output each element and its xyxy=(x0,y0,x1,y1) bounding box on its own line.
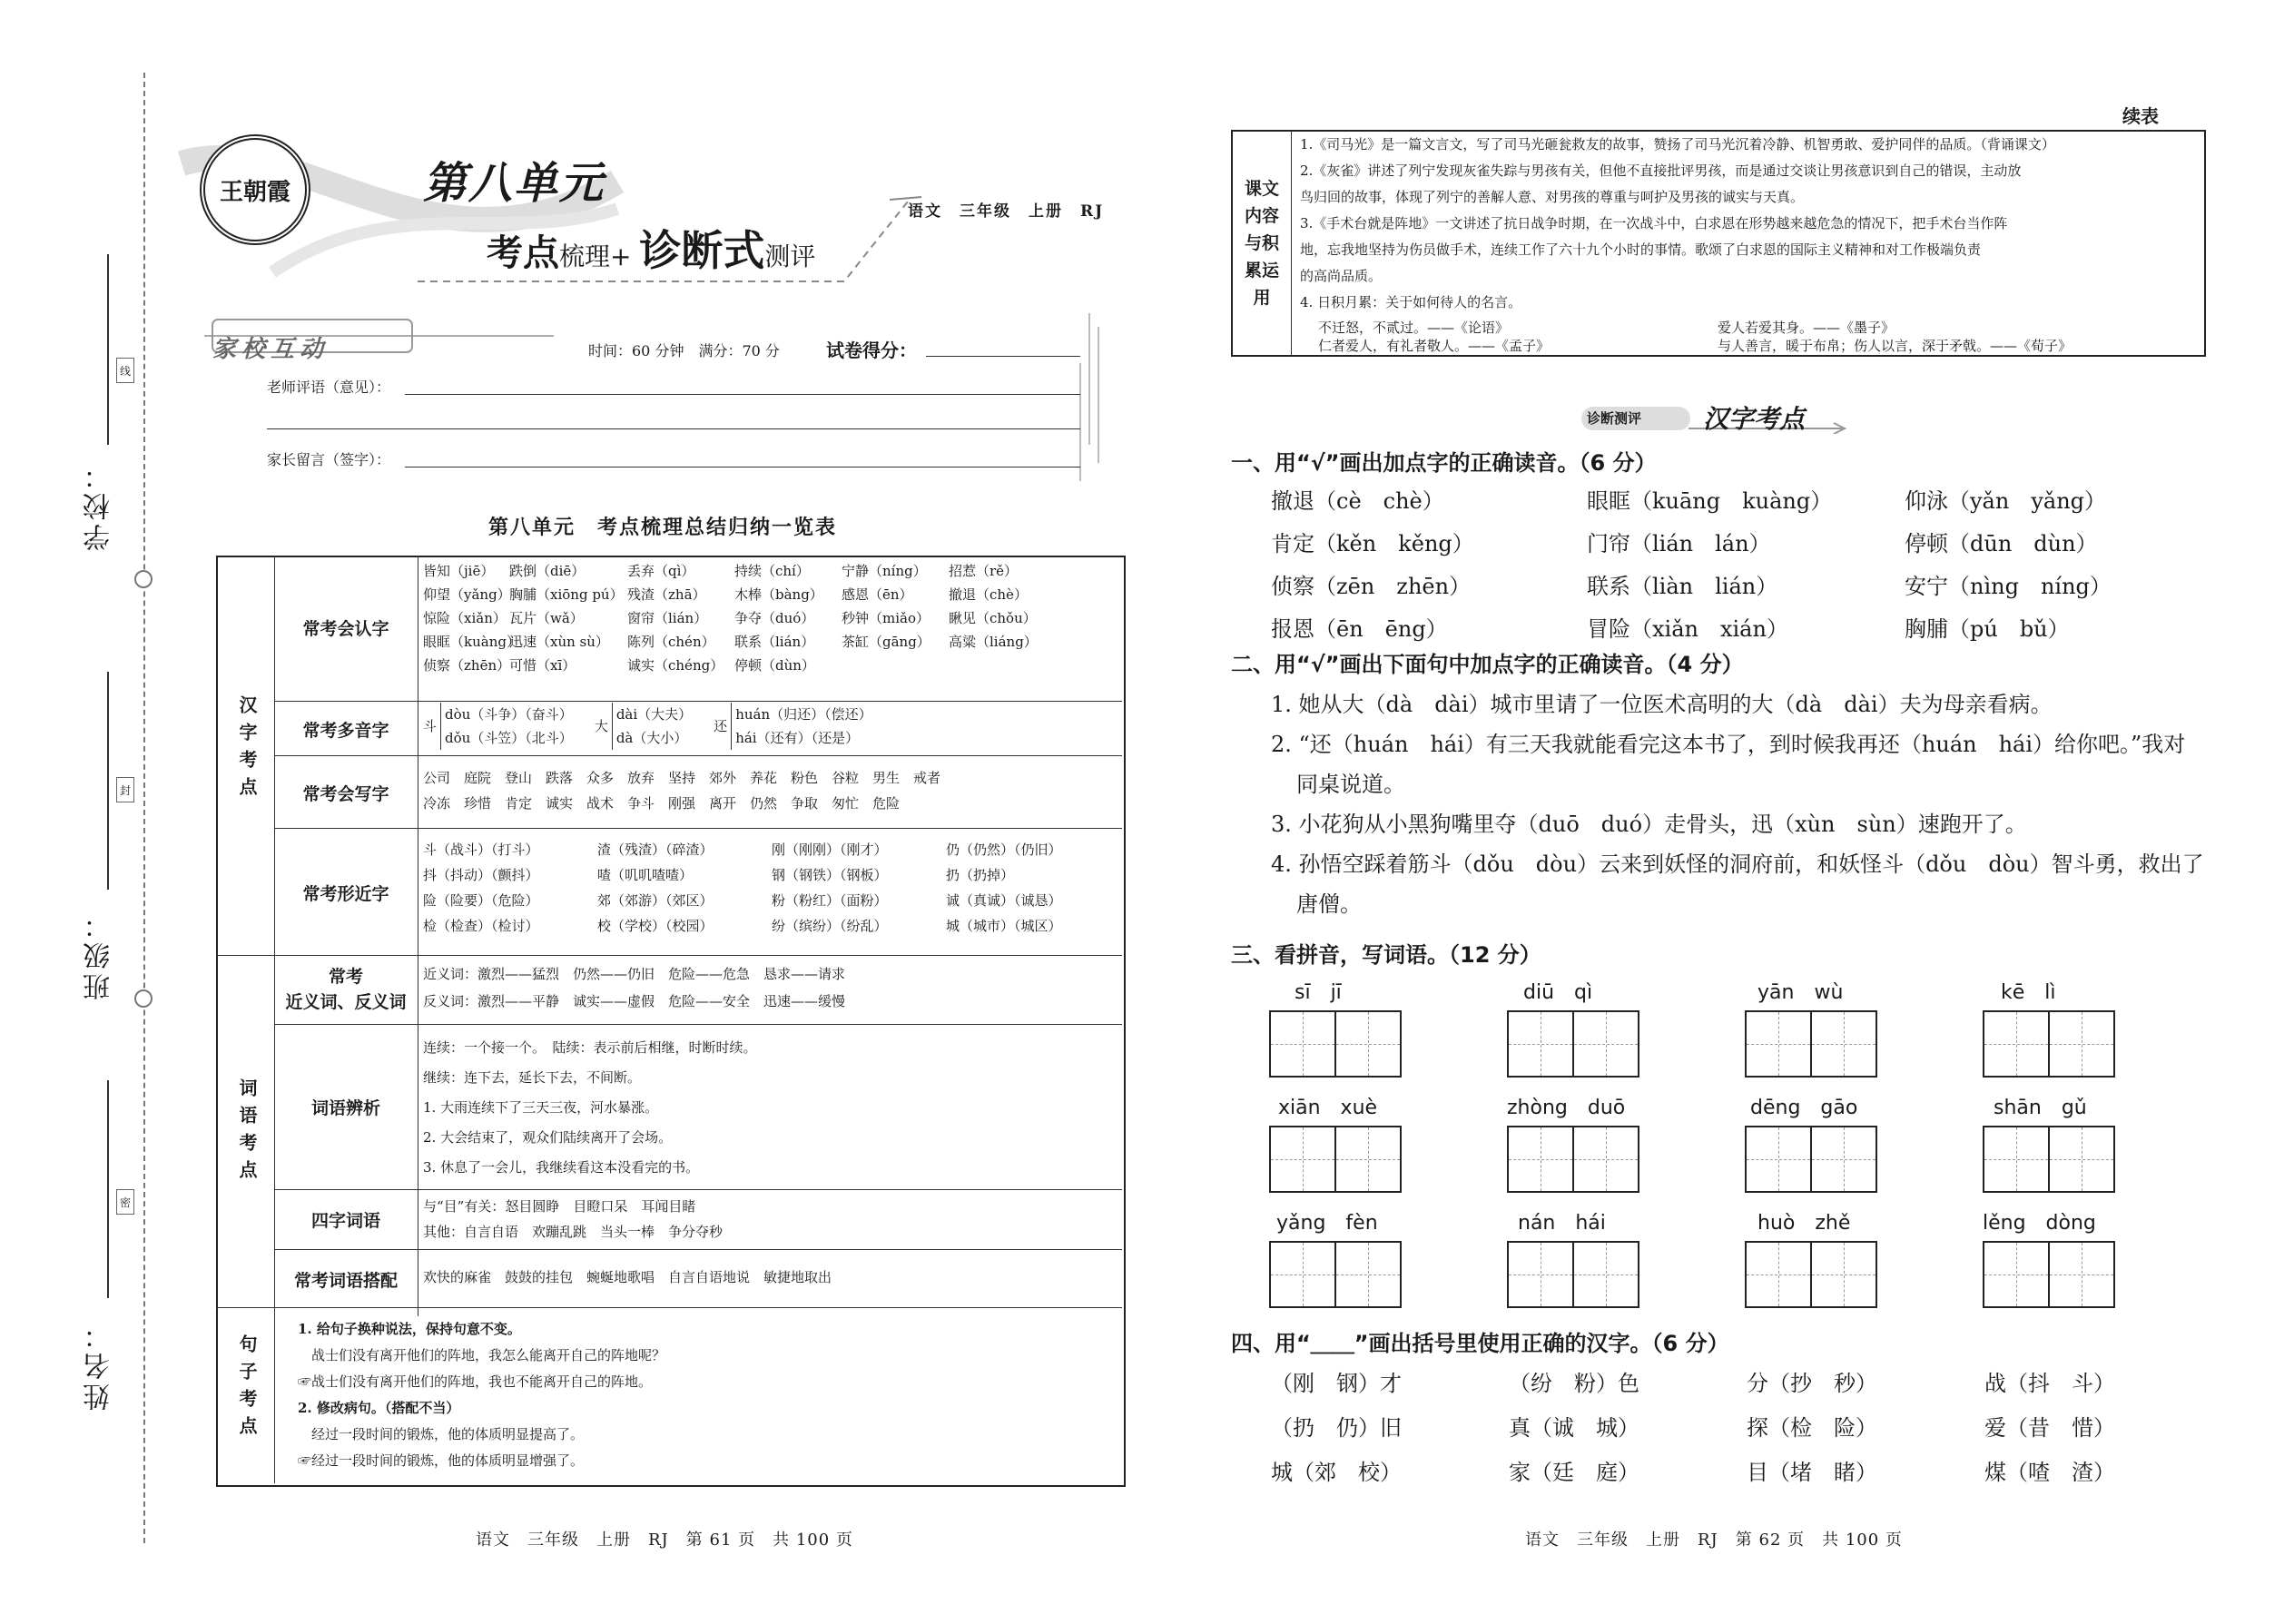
duoyin-group xyxy=(595,703,692,750)
renzi-item: 感恩（ēn） xyxy=(842,586,913,603)
duoyin-reading: dà（大小） xyxy=(615,730,688,746)
teacher-comment-field[interactable] xyxy=(405,394,1080,395)
pinyin-item xyxy=(1269,1207,1507,1308)
renzi-item: 窗帘（lián） xyxy=(627,610,708,626)
writing-box[interactable] xyxy=(1507,1010,1639,1078)
subtitle-part: 考点 xyxy=(487,231,559,274)
writing-box[interactable] xyxy=(1269,1010,1402,1078)
score-field[interactable] xyxy=(926,356,1080,357)
xingjin-grid xyxy=(423,837,1118,939)
unit-title: 第八单元 xyxy=(423,158,605,209)
renzi-item: 迅速（xùn sù） xyxy=(509,634,609,650)
sub-sizi: 四字词语 xyxy=(310,1211,380,1231)
pronunciation-option[interactable]: 胸脯（pú bǔ） xyxy=(1905,616,2070,642)
category-ciyu: 词语考点 xyxy=(236,1078,258,1187)
table-divider xyxy=(274,1249,1122,1250)
continued-table-label: 续表 xyxy=(2122,105,2159,127)
family-school-label: 家校互动 xyxy=(212,336,330,363)
page-footer-left: 语文 三年级 上册 RJ 第 61 页 共 100 页 xyxy=(476,1530,853,1550)
renzi-item: 惊险（xiǎn） xyxy=(423,610,507,626)
duoyin-group xyxy=(423,703,573,750)
character-option[interactable]: 分（抄 秒） xyxy=(1747,1371,1877,1396)
writing-box[interactable] xyxy=(1983,1241,2115,1308)
xingjin-item: 诚（真诚）（诚恳） xyxy=(946,892,1062,909)
pinyin-item xyxy=(1507,977,1745,1078)
duoyin-row xyxy=(423,703,1113,750)
xingjin-item: 纷（缤纷）（纷乱） xyxy=(772,918,888,934)
pinyin-item xyxy=(1269,977,1507,1078)
sub-dapei: 常考词语搭配 xyxy=(293,1271,398,1291)
pinyin-label: huò zhě xyxy=(1757,1212,1851,1235)
renzi-item: 陈列（chén） xyxy=(627,634,715,650)
quote: 与人善言，暖于布帛；伤人以言，深于矛戟。——《荀子》 xyxy=(1718,338,2072,354)
duoyin-char: 还 xyxy=(714,718,728,734)
character-option[interactable]: 探（检 险） xyxy=(1747,1415,1877,1441)
xiezi-line: 冷冻 珍惜 肯定 诚实 战术 争斗 刚强 离开 仍然 争取 匆忙 危险 xyxy=(423,795,901,812)
renzi-item: 茶缸（gāng） xyxy=(842,634,930,650)
renzi-item: 停顿（dùn） xyxy=(734,657,815,674)
juzi-line: 1. 给句子换种说法，保持句意不变。 xyxy=(298,1321,521,1337)
renzi-item: 秒钟（miǎo） xyxy=(842,610,930,626)
text-content-line: 4. 日积月累：关于如何待人的名言。 xyxy=(1300,294,1522,310)
pinyin-item xyxy=(1269,1092,1507,1193)
pronunciation-option[interactable]: 冒险（xiǎn xián） xyxy=(1587,616,1788,642)
xingjin-item: 郊（郊游）（郊区） xyxy=(597,892,714,909)
logo-text: 王朝霞 xyxy=(219,178,290,206)
binding-hole xyxy=(134,570,153,588)
xingjin-item: 仍（仍然）（仍旧） xyxy=(946,842,1062,858)
xingjin-item: 扔（扔掉） xyxy=(946,867,1015,883)
sentence-line[interactable]: 4. 孙悟空踩着筋斗（dǒu dòu）云来到妖怪的洞府前，和妖怪斗（dǒu dòu）智斗勇，救出了 xyxy=(1271,851,2204,877)
school-label: 学校： xyxy=(84,458,115,551)
sentence-line[interactable]: 1. 她从大（dà dài）城市里请了一位医术高明的大（dà dài）夫为母亲看病。 xyxy=(1271,692,2053,717)
duoyin-readings xyxy=(612,703,692,750)
renzi-item: 仰望（yǎng） xyxy=(423,586,511,603)
xingjin-item: 抖（抖动）（颤抖） xyxy=(423,867,539,883)
sub-bianxi: 词语辨析 xyxy=(310,1098,380,1118)
text-content-category: 课文内容与积累运用 xyxy=(1244,179,1279,308)
binding-dashed-line xyxy=(143,73,145,1543)
subtitle-part: 梳理 xyxy=(559,241,611,271)
juzi-line: ☞战士们没有离开他们的阵地，我也不能离开自己的阵地。 xyxy=(298,1373,653,1390)
xingjin-item: 钢（钢铁）（钢板） xyxy=(772,867,888,883)
text-content-table xyxy=(1231,130,2206,357)
quote: 仁者爱人，有礼者敬人。——《孟子》 xyxy=(1318,338,1551,354)
pinyin-item xyxy=(1983,1207,2220,1308)
pronunciation-option[interactable]: 报恩（ēn ēng） xyxy=(1271,616,1448,642)
renzi-item: 胸脯（xiōng pú） xyxy=(509,586,624,603)
bianxi-line: 1. 大雨连续下了三天三夜，河水暴涨。 xyxy=(423,1099,659,1116)
question-2-title: 二、用“√”画出下面句中加点字的正确读音。（4 分） xyxy=(1231,652,1744,677)
pinyin-label: yǎng fèn xyxy=(1276,1212,1378,1235)
text-content-line: 2.《灰雀》讲述了列宁发现灰雀失踪与男孩有关，但他不直接批评男孩，而是通过交谈让男孩意识到自己的错误，主动放 xyxy=(1300,162,2022,179)
duoyin-reading: hái（还有）（还是） xyxy=(735,730,860,746)
question-4-options xyxy=(1271,1365,2222,1486)
juzi-line: 战士们没有离开他们的阵地，我怎么能离开自己的阵地呢？ xyxy=(298,1347,666,1363)
pinyin-label: sī jī xyxy=(1295,981,1342,1004)
bianxi-line: 2. 大会结束了，观众们陆续离开了会场。 xyxy=(423,1129,673,1146)
character-option[interactable]: 真（诚 城） xyxy=(1509,1415,1639,1441)
question-1-options xyxy=(1271,483,2177,643)
xingjin-item: 校（学校）（校园） xyxy=(597,918,714,934)
subtitle-part: 测评 xyxy=(764,241,816,271)
category-hanzi: 汉字考点 xyxy=(236,695,258,804)
jinyi-line: 近义词：激烈——猛烈 仍然——仍旧 危险——危急 恳求——请求 xyxy=(423,966,846,982)
writing-box[interactable] xyxy=(1745,1010,1877,1078)
class-field[interactable] xyxy=(107,672,109,890)
renzi-item: 招惹（rě） xyxy=(949,563,1019,579)
teacher-comment-label: 老师评语（意见）： xyxy=(267,379,391,396)
juzi-line: 经过一段时间的锻炼，他的体质明显提高了。 xyxy=(298,1426,585,1442)
pronunciation-option[interactable]: 肯定（kěn kěng） xyxy=(1271,531,1474,556)
bianxi-block xyxy=(423,1033,757,1183)
school-field[interactable] xyxy=(107,254,109,445)
text-content-line: 地，忘我地坚持为伤员做手术，连续工作了六十九个小时的事情。歌颂了白求恩的国际主义精神和对工作极端负责 xyxy=(1300,241,1982,258)
pinyin-label: dēng gāo xyxy=(1750,1097,1858,1119)
renzi-grid xyxy=(423,559,1122,677)
xingjin-item: 刚（刚刚）（刚才） xyxy=(772,842,888,858)
pinyin-label: xiān xuè xyxy=(1278,1097,1378,1119)
sentence-line: 唐僧。 xyxy=(1296,891,1362,917)
table-divider xyxy=(274,828,1122,829)
pronunciation-option[interactable]: 仰泳（yǎn yǎng） xyxy=(1905,488,2107,514)
xingjin-item: 渣（残渣）（碎渣） xyxy=(597,842,714,858)
summary-table-title: 第八单元 考点梳理总结归纳一览表 xyxy=(488,516,838,539)
text-content-line: 鸟归回的故事，体现了列宁的善解人意、对男孩的尊重与呵护及男孩的诚实与天真。 xyxy=(1300,189,1805,205)
text-content-line: 的高尚品质。 xyxy=(1300,268,1383,284)
duoyin-reading: dài（大夫） xyxy=(615,706,693,723)
duoyin-reading: huán（归还）（偿还） xyxy=(735,706,872,723)
xingjin-item: 险（险要）（危险） xyxy=(423,892,539,909)
text-content-category-cell xyxy=(1233,132,1292,355)
subtitle-part: 诊断式 xyxy=(639,226,765,275)
writing-box[interactable] xyxy=(1983,1010,2115,1078)
binding-mark: 线 xyxy=(116,358,134,383)
bianxi-line: 3. 休息了一会儿，我继续看这本没看完的书。 xyxy=(423,1159,700,1176)
sentence-line[interactable]: 3. 小花狗从小黑狗嘴里夺（duō duó）走骨头，迅（xùn sùn）速跑开了。 xyxy=(1271,812,2027,837)
pronunciation-option[interactable]: 联系（liàn lián） xyxy=(1587,574,1778,599)
sizi-line: 其他：自言自语 欢蹦乱跳 当头一棒 争分夺秒 xyxy=(423,1224,724,1240)
binding-mark: 密 xyxy=(116,1189,134,1215)
text-content-line: 3.《手术台就是阵地》一文讲述了抗日战争时期，在一次战斗中，白求恩在形势越来越危急的情况下，把手术台当作阵 xyxy=(1300,215,2008,231)
question-4-title: 四、用“＿＿”画出括号里使用正确的汉字。（6 分） xyxy=(1231,1331,1729,1356)
sub-renzi: 常考会认字 xyxy=(302,619,389,639)
class-label: 班级： xyxy=(84,908,115,1000)
sizi-line: 与“目”有关：怒目圆睁 目瞪口呆 耳闻目睹 xyxy=(423,1198,696,1215)
sentence-line: 同桌说道。 xyxy=(1296,772,1405,797)
pinyin-item xyxy=(1983,977,2220,1078)
pronunciation-option[interactable]: 安宁（nìng níng） xyxy=(1905,574,2112,599)
character-option[interactable]: （纷 粉）色 xyxy=(1509,1371,1639,1396)
pinyin-item xyxy=(1507,1207,1745,1308)
sub-xiezi: 常考会写字 xyxy=(302,784,389,804)
writing-box[interactable] xyxy=(1507,1241,1639,1308)
character-option[interactable]: 爱（昔 惜） xyxy=(1984,1415,2115,1441)
duoyin-char: 斗 xyxy=(423,718,438,734)
duoyin-readings xyxy=(440,703,573,750)
dapei-line: 欢快的麻雀 鼓鼓的挂包 蜿蜒地歌唱 自言自语地说 敏捷地取出 xyxy=(423,1269,832,1285)
character-option[interactable]: （刚 钢）才 xyxy=(1271,1371,1402,1396)
writing-box[interactable] xyxy=(1745,1126,1877,1193)
sub-jinfan: 常考 近义词、反义词 xyxy=(285,967,407,1012)
question-2-sentences xyxy=(1271,684,2204,924)
name-label: 姓名： xyxy=(84,1318,115,1411)
renzi-item: 高粱（liáng） xyxy=(949,634,1038,650)
pronunciation-option[interactable]: 门帘（lián lán） xyxy=(1587,531,1771,556)
text-content-lines xyxy=(1300,132,2055,316)
quote: 爱人若爱其身。——《墨子》 xyxy=(1718,320,1895,336)
sentence-line[interactable]: 2. “还（huán hái）有三天我就能看完这本书了，到时候我再还（huán hái）给你吧。”我对 xyxy=(1271,732,2186,757)
renzi-item: 诚实（chéng） xyxy=(627,657,724,674)
page-footer-right: 语文 三年级 上册 RJ 第 62 页 共 100 页 xyxy=(1525,1530,1903,1550)
pinyin-item xyxy=(1745,1092,1983,1193)
juzi-line: 2. 修改病句。（搭配不当） xyxy=(298,1400,460,1416)
xingjin-column xyxy=(597,837,752,939)
character-option[interactable]: 家（廷 庭） xyxy=(1509,1460,1639,1485)
character-option[interactable]: 战（抖 斗） xyxy=(1984,1371,2115,1396)
renzi-item: 残渣（zhā） xyxy=(627,586,706,603)
question-1-title: 一、用“√”画出加点字的正确读音。（6 分） xyxy=(1231,450,1657,476)
publisher-logo xyxy=(200,134,310,245)
juzi-block xyxy=(298,1316,665,1474)
pronunciation-option[interactable]: 眼眶（kuāng kuàng） xyxy=(1587,488,1833,514)
duoyin-readings xyxy=(731,703,871,750)
writing-box[interactable] xyxy=(1269,1126,1402,1193)
pinyin-item xyxy=(1983,1092,2220,1193)
pinyin-label: kē lì xyxy=(2001,981,2056,1004)
duoyin-char: 大 xyxy=(594,718,608,734)
xiezi-line: 公司 庭院 登山 跌落 众多 放弃 坚持 郊外 养花 粉色 谷粒 男生 戒者 xyxy=(423,770,941,786)
question-3-title: 三、看拼音，写词语。（12 分） xyxy=(1231,942,1541,968)
binding-hole xyxy=(134,989,153,1008)
pronunciation-option[interactable]: 撤退（cè chè） xyxy=(1271,488,1444,514)
section-title: 汉字考点 xyxy=(1703,404,1806,434)
character-option[interactable]: 煤（喳 渣） xyxy=(1984,1460,2115,1485)
table-divider xyxy=(274,1024,1122,1025)
pinyin-item xyxy=(1745,1207,1983,1308)
duoyin-reading: dǒu（斗笠）（北斗） xyxy=(445,730,573,746)
question-3-grid xyxy=(1269,977,2220,1308)
subject-tag: 语文 三年级 上册 RJ xyxy=(908,202,1105,221)
xingjin-item: 粉（粉红）（面粉） xyxy=(772,892,888,909)
time-score-info: 时间：60 分钟 满分：70 分 xyxy=(588,342,780,359)
subtitle-part: + xyxy=(610,241,640,271)
pinyin-label: diū qì xyxy=(1523,981,1593,1004)
table-divider xyxy=(274,556,275,1483)
table-divider xyxy=(274,755,1122,756)
xingjin-item: 城（城市）（城区） xyxy=(946,918,1062,934)
duoyin-group xyxy=(714,703,871,750)
xingjin-column xyxy=(772,837,926,939)
header-dashed-decoration xyxy=(418,192,926,292)
renzi-item: 持续（chí） xyxy=(734,563,810,579)
quotes-grid xyxy=(1318,319,2190,355)
bianxi-line: 继续：连下去，延长下去，不间断。 xyxy=(423,1069,642,1086)
renzi-item: 瓦片（wǎ） xyxy=(509,610,584,626)
pinyin-label: yān wù xyxy=(1757,981,1844,1004)
renzi-item: 木棒（bàng） xyxy=(734,586,823,603)
character-option[interactable]: 城（郊 校） xyxy=(1271,1460,1402,1485)
parent-comment-label: 家长留言（签字）： xyxy=(267,451,391,468)
table-divider xyxy=(216,1307,1122,1308)
xingjin-column xyxy=(423,837,577,939)
teacher-comment-field-line2[interactable] xyxy=(267,428,1080,429)
xingjin-item: 斗（战斗）（打斗） xyxy=(423,842,539,858)
renzi-item: 侦察（zhēn） xyxy=(423,657,511,674)
pinyin-label: nán hái xyxy=(1518,1212,1606,1235)
fanyi-line: 反义词：激烈——平静 诚实——虚假 危险——安全 迅速——缓慢 xyxy=(423,993,846,1009)
binding-mark: 封 xyxy=(116,777,134,802)
duoyin-reading: dòu（斗争）（奋斗） xyxy=(445,706,573,723)
renzi-item: 撤退（chè） xyxy=(949,586,1028,603)
writing-box[interactable] xyxy=(1745,1241,1877,1308)
section-tag: 诊断测评 xyxy=(1587,410,1642,427)
sub-duoyin: 常考多音字 xyxy=(302,721,389,741)
pronunciation-option[interactable]: 停顿（dūn dùn） xyxy=(1905,531,2098,556)
renzi-item: 宁静（níng） xyxy=(842,563,927,579)
table-divider xyxy=(274,1189,1122,1190)
pinyin-label: lěng dòng xyxy=(1983,1212,2096,1235)
pinyin-item xyxy=(1745,977,1983,1078)
writing-box[interactable] xyxy=(1269,1241,1402,1308)
pinyin-label: shān gǔ xyxy=(1994,1097,2087,1119)
xingjin-item: 喳（叽叽喳喳） xyxy=(597,867,694,883)
bianxi-line: 连续：一个接一个。 陆续：表示前后相继，时断时续。 xyxy=(423,1039,757,1056)
renzi-item: 争夺（duó） xyxy=(734,610,815,626)
table-divider xyxy=(216,955,1122,956)
xingjin-item: 检（检查）（检讨） xyxy=(423,918,539,934)
renzi-item: 丢弃（qì） xyxy=(627,563,695,579)
text-content-line: 1.《司马光》是一篇文言文，写了司马光砸瓮救友的故事，赞扬了司马光沉着冷静、机智勇敢、爱护同伴的品质。（背诵课文） xyxy=(1300,136,2055,153)
character-option[interactable]: 目（堵 睹） xyxy=(1747,1460,1877,1485)
writing-box[interactable] xyxy=(1983,1126,2115,1193)
renzi-item: 跌倒（diē） xyxy=(509,563,586,579)
renzi-item: 可惜（xī） xyxy=(509,657,576,674)
parent-comment-field[interactable] xyxy=(405,467,1080,468)
renzi-item: 瞅见（chǒu） xyxy=(949,610,1037,626)
renzi-item: 联系（lián） xyxy=(734,634,815,650)
character-option[interactable]: （扔 仍）旧 xyxy=(1271,1415,1402,1441)
name-field[interactable] xyxy=(107,1080,109,1298)
category-juzi: 句子考点 xyxy=(236,1334,258,1443)
pinyin-label: zhòng duō xyxy=(1507,1097,1626,1119)
xingjin-column xyxy=(946,837,1100,939)
writing-box[interactable] xyxy=(1507,1126,1639,1193)
pinyin-item xyxy=(1507,1092,1745,1193)
score-label: 试卷得分： xyxy=(826,340,917,361)
sub-xingjin: 常考形近字 xyxy=(302,884,389,904)
juzi-line: ☞经过一段时间的锻炼，他的体质明显增强了。 xyxy=(298,1452,585,1469)
renzi-item: 皆知（jiē） xyxy=(423,563,495,579)
pronunciation-option[interactable]: 侦察（zēn zhēn） xyxy=(1271,574,1472,599)
table-divider xyxy=(274,701,1122,702)
renzi-item: 眼眶（kuàng） xyxy=(423,634,520,650)
quote: 不迁怒，不贰过。——《论语》 xyxy=(1318,320,1510,336)
